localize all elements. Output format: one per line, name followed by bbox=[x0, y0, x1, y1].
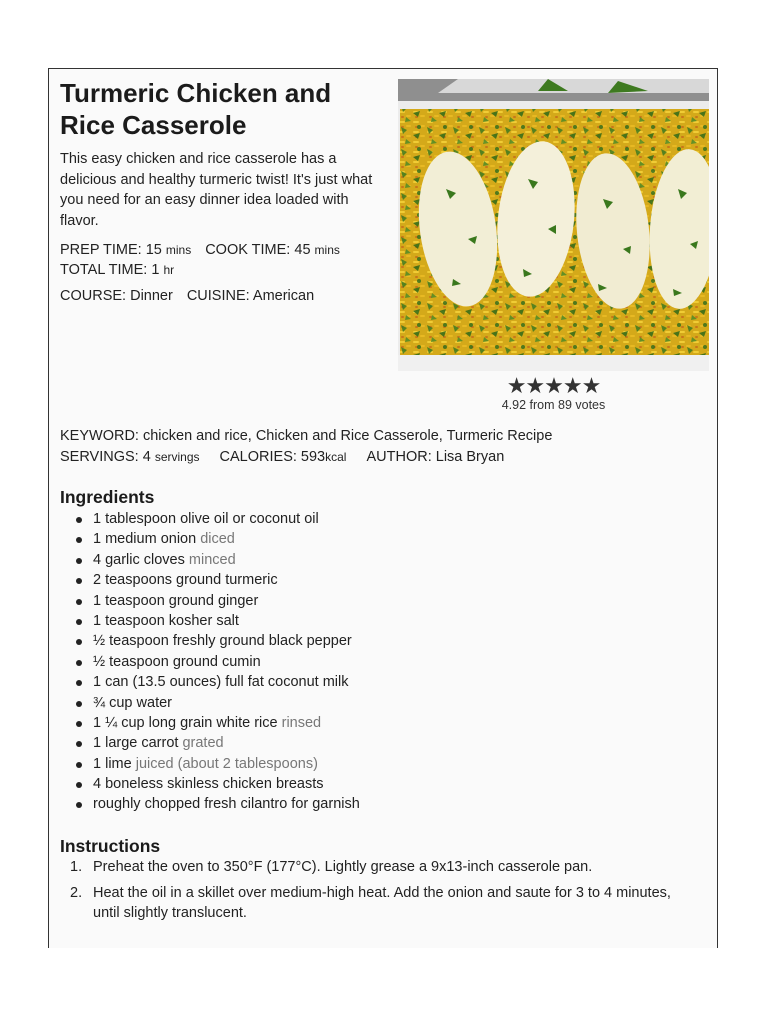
ingredient-item bbox=[60, 570, 700, 590]
ingredient-note: diced bbox=[200, 531, 235, 548]
ingredient-text: 1 tablespoon olive oil or coconut oil bbox=[93, 511, 319, 527]
ingredient-item bbox=[60, 509, 700, 529]
course: COURSE: Dinner bbox=[60, 288, 173, 304]
ingredient-item bbox=[60, 591, 700, 611]
time-row bbox=[60, 240, 340, 260]
author: AUTHOR: Lisa Bryan bbox=[366, 449, 505, 465]
instructions-list bbox=[60, 857, 700, 929]
ingredient-text: 4 boneless skinless chicken breasts bbox=[93, 776, 324, 793]
step-text: Preheat the oven to 350°F (177°C). Lightly grease a 9x13-inch casserole pan. bbox=[93, 859, 593, 875]
rating-votes: 4.92 from 89 votes bbox=[501, 398, 606, 412]
ingredient-text: 1 teaspoon ground ginger bbox=[93, 592, 259, 609]
ingredients-heading: Ingredients bbox=[60, 487, 155, 507]
ingredient-item bbox=[60, 631, 700, 651]
servings-row bbox=[60, 447, 504, 467]
step-number: 2. bbox=[70, 884, 83, 901]
ingredient-text: 1 lime bbox=[93, 755, 132, 772]
ingredient-item bbox=[60, 672, 700, 692]
recipe-photo bbox=[398, 79, 709, 371]
ingredient-text: 2 teaspoons ground turmeric bbox=[93, 572, 278, 589]
ingredient-text: 1 can (13.5 ounces) full fat coconut milk bbox=[93, 674, 349, 691]
ingredient-note: grated bbox=[182, 735, 224, 752]
ingredient-item bbox=[60, 693, 700, 713]
instructions-heading: Instructions bbox=[60, 836, 161, 856]
servings: SERVINGS: 4 servings bbox=[60, 449, 200, 465]
total-time: TOTAL TIME: 1 hr bbox=[60, 262, 175, 278]
ingredient-text: 1 ¼ cup long grain white rice bbox=[93, 714, 278, 731]
recipe-title: Turmeric Chicken and Rice Casserole bbox=[60, 78, 332, 140]
course-cuisine-row bbox=[60, 286, 314, 306]
ingredient-note: rinsed bbox=[281, 714, 322, 731]
cook-time: COOK TIME: 45 mins bbox=[205, 242, 340, 258]
ingredient-item bbox=[60, 652, 700, 672]
step-number: 1. bbox=[70, 859, 83, 875]
ingredient-text: roughly chopped fresh cilantro for garnish bbox=[93, 796, 360, 813]
ingredient-item bbox=[60, 713, 700, 733]
ingredient-item bbox=[60, 754, 700, 774]
recipe-rating bbox=[398, 375, 709, 413]
ingredient-text: 1 large carrot bbox=[93, 735, 179, 752]
ingredients-list bbox=[60, 509, 700, 815]
step-text: Heat the oil in a skillet over medium-high heat. Add the onion and saute for 3 to 4 minutes, until slightly translucent. bbox=[93, 884, 671, 921]
ingredient-text: ½ teaspoon freshly ground black pepper bbox=[93, 633, 352, 650]
ingredient-text: ½ teaspoon ground cumin bbox=[93, 653, 261, 670]
ingredient-item bbox=[60, 529, 700, 549]
recipe-summary: This easy chicken and rice casserole has a delicious and healthy turmeric twist! It's just what you need for an easy dinner idea loaded with flavor. bbox=[60, 151, 373, 229]
calories: CALORIES: 593kcal bbox=[219, 449, 347, 465]
cuisine: CUISINE: American bbox=[186, 288, 315, 304]
instruction-step bbox=[60, 857, 700, 878]
ingredient-item bbox=[60, 611, 700, 631]
recipe-card bbox=[48, 68, 718, 948]
ingredient-note: minced bbox=[188, 551, 236, 568]
instruction-step bbox=[60, 883, 700, 924]
prep-time: PREP TIME: 15 mins bbox=[60, 242, 192, 258]
rating-stars[interactable]: ★★★★★ bbox=[506, 373, 601, 398]
ingredient-item bbox=[60, 550, 700, 570]
ingredient-text: ¾ cup water bbox=[93, 694, 172, 711]
ingredient-text: 1 medium onion bbox=[93, 531, 197, 548]
keyword-row: KEYWORD: chicken and rice, Chicken and Rice Casserole, Turmeric Recipe bbox=[60, 428, 553, 444]
ingredient-item bbox=[60, 774, 700, 794]
casserole-illustration bbox=[398, 79, 709, 371]
ingredient-item bbox=[60, 794, 700, 814]
ingredient-text: 1 teaspoon kosher salt bbox=[93, 612, 239, 629]
ingredient-text: 4 garlic cloves bbox=[93, 551, 185, 568]
ingredient-item bbox=[60, 733, 700, 753]
ingredient-note: juiced (about 2 tablespoons) bbox=[135, 755, 318, 772]
